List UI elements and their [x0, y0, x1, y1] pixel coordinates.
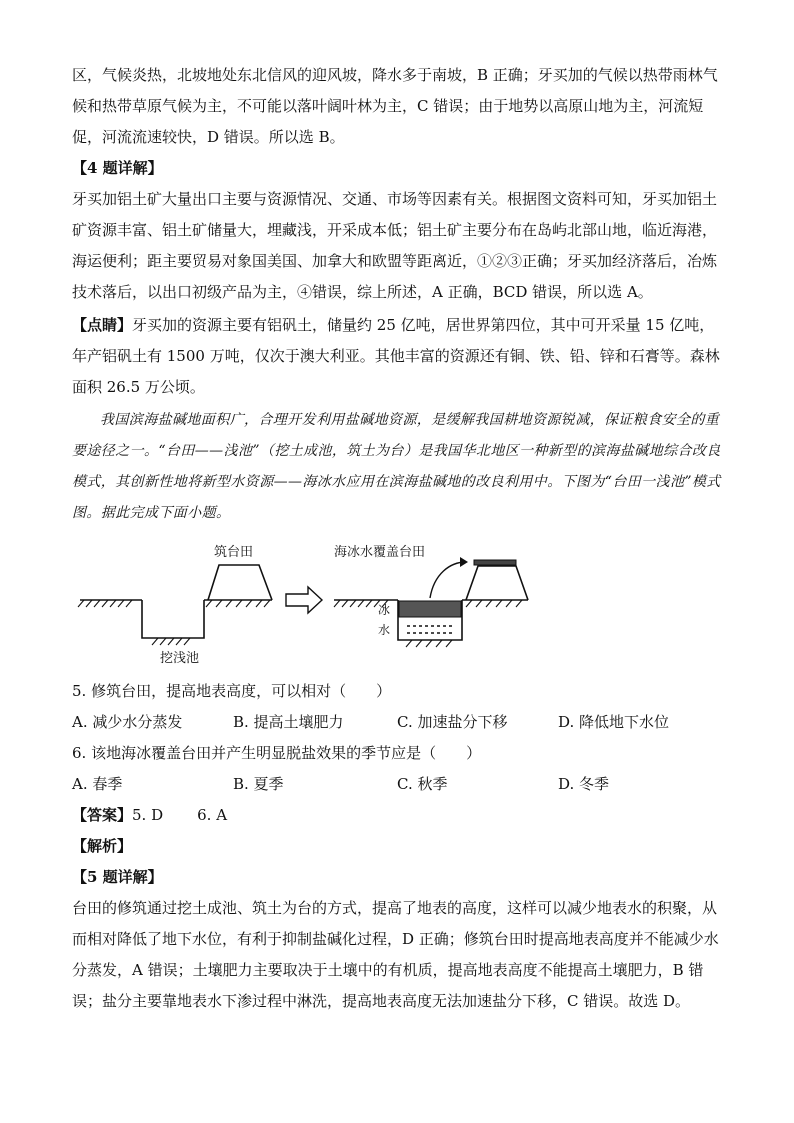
paragraph-dianjing — [72, 310, 722, 403]
ice-layer — [399, 601, 461, 617]
shallow-pond-outline — [142, 600, 204, 638]
q6-option-a: A. 春季 — [72, 775, 123, 793]
answer-5: 5. D — [132, 806, 164, 824]
q6-option-d: D. 冬季 — [558, 775, 610, 793]
answer-line — [72, 803, 227, 827]
answer-label: 【答案】 — [72, 806, 133, 824]
question-6-stem: 6. 该地海冰覆盖台田并产生明显脱盐效果的季节应是（ ） — [72, 744, 482, 762]
paragraph-q4: 牙买加铝土矿大量出口主要与资源情况、交通、市场等因素有关。根据图文资料可知，牙买加铝土矿资源丰富、铝土矿储量大，埋藏浅，开采成本低；铝土矿主要分布在岛屿北部山地，临近海港，海运便利；距主要贸易对象国美国、加拿大和欧盟等距离近，①②③正确；牙买加经济落后，冶炼技术落后，以出口初级产品为主，④错误，综上所述，A 正确，BCD 错误，所以选 A。 — [72, 190, 718, 301]
label-ice: 冰 — [378, 603, 391, 617]
label-water: 水 — [378, 623, 391, 637]
q5-option-a: A. 减少水分蒸发 — [72, 713, 183, 731]
answer-6: 6. A — [197, 806, 228, 824]
taitian-qianchi-diagram — [72, 538, 542, 668]
q5-option-b: B. 提高土壤肥力 — [233, 713, 344, 731]
question-5-stem: 5. 修筑台田，提高地表高度，可以相对（ ） — [72, 682, 392, 700]
q6-option-b: B. 夏季 — [233, 775, 284, 793]
heading-q5-detail: 【5 题详解】 — [72, 868, 163, 886]
move-arrow-curve — [430, 562, 466, 598]
heading-analysis: 【解析】 — [72, 837, 133, 855]
left-panel — [80, 565, 272, 638]
transition-arrow-icon — [286, 587, 322, 613]
raised-field-outline-2 — [466, 566, 528, 600]
raised-field-outline — [208, 565, 272, 600]
dianjing-text: 牙买加的资源主要有铝矾土，储量约 25 亿吨，居世界第四位，其中可开采量 15 亿吨，年产铝矾土有 1500 万吨，仅次于澳大利亚。其他丰富的资源还有铜、铁、铅、锌和石膏等。森林面积 26.5 万公顷。 — [72, 316, 720, 396]
q5-option-d: D. 降低地下水位 — [558, 713, 670, 731]
q6-option-c: C. 秋季 — [397, 775, 448, 793]
move-arrow-head-icon — [460, 557, 468, 567]
paragraph-q5: 台田的修筑通过挖土成池、筑土为台的方式，提高了地表的高度，这样可以减少地表水的积聚，从而相对降低了地下水位，有利于抑制盐碱化过程，D 正确；修筑台田时提高地表高度并不能减少水分蒸发，A 错误；土壤肥力主要取决于土壤中的有机质，提高地表高度不能提高土壤肥力，B 错误；盐分主要靠地表水下渗过程中淋洗，提高地表高度无法加速盐分下移，C 错误。故选 D。 — [72, 899, 719, 1010]
heading-q4-detail: 【4 题详解】 — [72, 159, 163, 177]
dianjing-label: 【点睛】 — [72, 316, 133, 334]
paragraph-continued: 区，气候炎热，北坡地处东北信风的迎风坡，降水多于南坡，B 正确；牙买加的气候以热带雨林气候和热带草原气候为主，不可能以落叶阔叶林为主，C 错误；由于地势以高原山地为主，河流短促，河流流速较快，D 错误。所以选 B。 — [72, 66, 718, 146]
q5-option-c: C. 加速盐分下移 — [397, 713, 508, 731]
material-paragraph: 我国滨海盐碱地面积广，合理开发利用盐碱地资源，是缓解我国耕地资源锐减，保证粮食安全的重要途径之一。“台田——浅池”（挖土成池，筑土为台）是我国华北地区一种新型的滨海盐碱地综合改良模式，其创新性地将新型水资源——海冰水应用在滨海盐碱地的改良利用中。下图为“台田一浅池”模式图。据此完成下面小题。 — [72, 412, 721, 521]
label-build-field: 筑台田 — [214, 545, 254, 560]
label-dig-pond: 挖浅池 — [160, 651, 200, 666]
label-seawater-ice-cover: 海冰水覆盖台田 — [334, 545, 426, 560]
ground-hatching-left — [78, 600, 270, 645]
ice-cover-on-field — [474, 560, 516, 565]
